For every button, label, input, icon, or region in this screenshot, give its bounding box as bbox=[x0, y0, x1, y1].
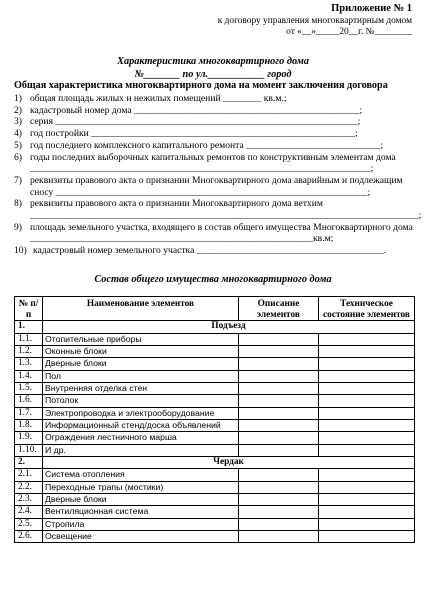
table-row bbox=[15, 383, 415, 395]
element-condition-cell[interactable] bbox=[319, 530, 415, 542]
element-name: Информационный стенд/доска объявлений bbox=[43, 420, 239, 432]
element-name: Оконные блоки bbox=[43, 346, 239, 358]
row-number: 2.1. bbox=[15, 469, 43, 481]
table-row bbox=[15, 518, 415, 530]
element-condition-cell[interactable] bbox=[319, 506, 415, 518]
list-item: 9) площадь земельного участка, входящего в состав общего имущества Многоквартирного дома ___________________________________________________________кв.м; bbox=[14, 221, 413, 245]
element-name: Переходные трапы (мостики) bbox=[43, 481, 239, 493]
section-number: 1. bbox=[15, 321, 43, 333]
row-number: 2.3. bbox=[15, 493, 43, 505]
row-number: 2.5. bbox=[15, 518, 43, 530]
document-title bbox=[0, 56, 426, 81]
element-description-cell[interactable] bbox=[239, 370, 319, 382]
element-description-cell[interactable] bbox=[239, 432, 319, 444]
element-description-cell[interactable] bbox=[239, 346, 319, 358]
list-item: 5) год последнего комплексного капитального ремонта ____________________________; bbox=[14, 139, 384, 151]
element-name: Пол bbox=[43, 370, 239, 382]
characteristics-list bbox=[14, 93, 422, 257]
element-description-cell[interactable] bbox=[239, 358, 319, 370]
table-row bbox=[15, 346, 415, 358]
element-description-cell[interactable] bbox=[239, 395, 319, 407]
row-number: 1.10. bbox=[15, 444, 43, 456]
row-number: 1.9. bbox=[15, 432, 43, 444]
column-header-condition: Техническое состояние элементов bbox=[319, 297, 415, 321]
table-row bbox=[15, 530, 415, 542]
element-description-cell[interactable] bbox=[239, 444, 319, 456]
element-description-cell[interactable] bbox=[239, 420, 319, 432]
element-name: Стропила bbox=[43, 518, 239, 530]
table-row bbox=[15, 370, 415, 382]
column-header-description: Описание элементов bbox=[239, 297, 319, 321]
element-name: Система отопления bbox=[43, 469, 239, 481]
element-description-cell[interactable] bbox=[239, 333, 319, 345]
row-number: 2.6. bbox=[15, 530, 43, 542]
table-row bbox=[15, 493, 415, 505]
common-property-table bbox=[14, 296, 415, 543]
list-item: 7) реквизиты правового акта о признании Многоквартирного дома аварийным и подлежащим сносу _________________________________________________________________; bbox=[14, 174, 403, 198]
element-condition-cell[interactable] bbox=[319, 370, 415, 382]
element-name: Ограждения лестничного марша bbox=[43, 432, 239, 444]
element-description-cell[interactable] bbox=[239, 407, 319, 419]
section-title: Чердак bbox=[43, 456, 415, 468]
table-body bbox=[15, 321, 415, 543]
element-condition-cell[interactable] bbox=[319, 420, 415, 432]
element-name: И др. bbox=[43, 444, 239, 456]
element-name: Потолок bbox=[43, 395, 239, 407]
row-number: 1.3. bbox=[15, 358, 43, 370]
section-row bbox=[15, 456, 415, 468]
element-condition-cell[interactable] bbox=[319, 469, 415, 481]
appendix-contract-line: к договору управления многоквартирным домом bbox=[217, 15, 412, 26]
appendix-date-line: от «__»_____20__г. №________ bbox=[286, 27, 412, 38]
element-condition-cell[interactable] bbox=[319, 518, 415, 530]
list-item: 3) серия _______________________________________________________________; bbox=[14, 116, 361, 128]
element-name: Освещение bbox=[43, 530, 239, 542]
table-row bbox=[15, 481, 415, 493]
element-name: Электропроводка и электрооборудование bbox=[43, 407, 239, 419]
column-header-name: Наименование элементов bbox=[43, 297, 239, 321]
table-row bbox=[15, 407, 415, 419]
list-item: 10) кадастровый номер земельного участка _______________________________________. bbox=[14, 245, 387, 257]
element-name: Дверные блоки bbox=[43, 493, 239, 505]
element-condition-cell[interactable] bbox=[319, 395, 415, 407]
element-description-cell[interactable] bbox=[239, 481, 319, 493]
table-row bbox=[15, 333, 415, 345]
list-item: 4) год постройки _______________________________________________________; bbox=[14, 128, 358, 140]
element-name: Внутренняя отделка стен bbox=[43, 383, 239, 395]
appendix-title: Приложение № 1 bbox=[331, 3, 412, 14]
table-row bbox=[15, 420, 415, 432]
row-number: 1.5. bbox=[15, 383, 43, 395]
element-name: Дверные блоки bbox=[43, 358, 239, 370]
section-row bbox=[15, 321, 415, 333]
element-condition-cell[interactable] bbox=[319, 383, 415, 395]
element-condition-cell[interactable] bbox=[319, 333, 415, 345]
element-condition-cell[interactable] bbox=[319, 481, 415, 493]
element-description-cell[interactable] bbox=[239, 383, 319, 395]
element-description-cell[interactable] bbox=[239, 469, 319, 481]
section-title: Подъезд bbox=[43, 321, 415, 333]
general-characteristics-heading: Общая характеристика многоквартирного дома на момент заключения договора bbox=[14, 80, 388, 91]
row-number: 1.2. bbox=[15, 346, 43, 358]
element-name: Вентиляционная система bbox=[43, 506, 239, 518]
list-item: 8) реквизиты правового акта о признании Многоквартирного дома ветхим _________________________________________________________________________________; bbox=[14, 198, 422, 222]
document-title-line2: №_______ по ул.___________ город bbox=[134, 68, 292, 80]
table-row bbox=[15, 469, 415, 481]
element-description-cell[interactable] bbox=[239, 518, 319, 530]
element-name: Отопительные приборы bbox=[43, 333, 239, 345]
table-row bbox=[15, 395, 415, 407]
element-description-cell[interactable] bbox=[239, 530, 319, 542]
row-number: 1.1. bbox=[15, 333, 43, 345]
table-row bbox=[15, 506, 415, 518]
element-description-cell[interactable] bbox=[239, 506, 319, 518]
row-number: 1.4. bbox=[15, 370, 43, 382]
appendix-header bbox=[218, 3, 412, 39]
element-condition-cell[interactable] bbox=[319, 407, 415, 419]
table-header-row bbox=[15, 297, 415, 321]
row-number: 2.2. bbox=[15, 481, 43, 493]
element-condition-cell[interactable] bbox=[319, 493, 415, 505]
element-condition-cell[interactable] bbox=[319, 358, 415, 370]
document-title-line1: Характеристика многоквартирного дома bbox=[117, 56, 309, 67]
element-condition-cell[interactable] bbox=[319, 432, 415, 444]
element-condition-cell[interactable] bbox=[319, 444, 415, 456]
table-row bbox=[15, 432, 415, 444]
list-item: 1) общая площадь жилых и нежилых помещений ________ кв.м.; bbox=[14, 93, 287, 104]
list-item: 6) годы последних выборочных капитальных ремонтов по конструктивным элементам дома _______________________________________________________________________; bbox=[14, 151, 396, 175]
element-description-cell[interactable] bbox=[239, 493, 319, 505]
column-header-number: № п/п bbox=[15, 297, 43, 321]
list-item: 2) кадастровый номер дома _______________________________________________; bbox=[14, 104, 363, 116]
row-number: 1.7. bbox=[15, 407, 43, 419]
element-condition-cell[interactable] bbox=[319, 346, 415, 358]
table-row bbox=[15, 358, 415, 370]
table-row bbox=[15, 444, 415, 456]
row-number: 1.6. bbox=[15, 395, 43, 407]
row-number: 2.4. bbox=[15, 506, 43, 518]
section-number: 2. bbox=[15, 456, 43, 468]
row-number: 1.8. bbox=[15, 420, 43, 432]
composition-title: Состав общего имущества многоквартирного дома bbox=[94, 274, 332, 285]
